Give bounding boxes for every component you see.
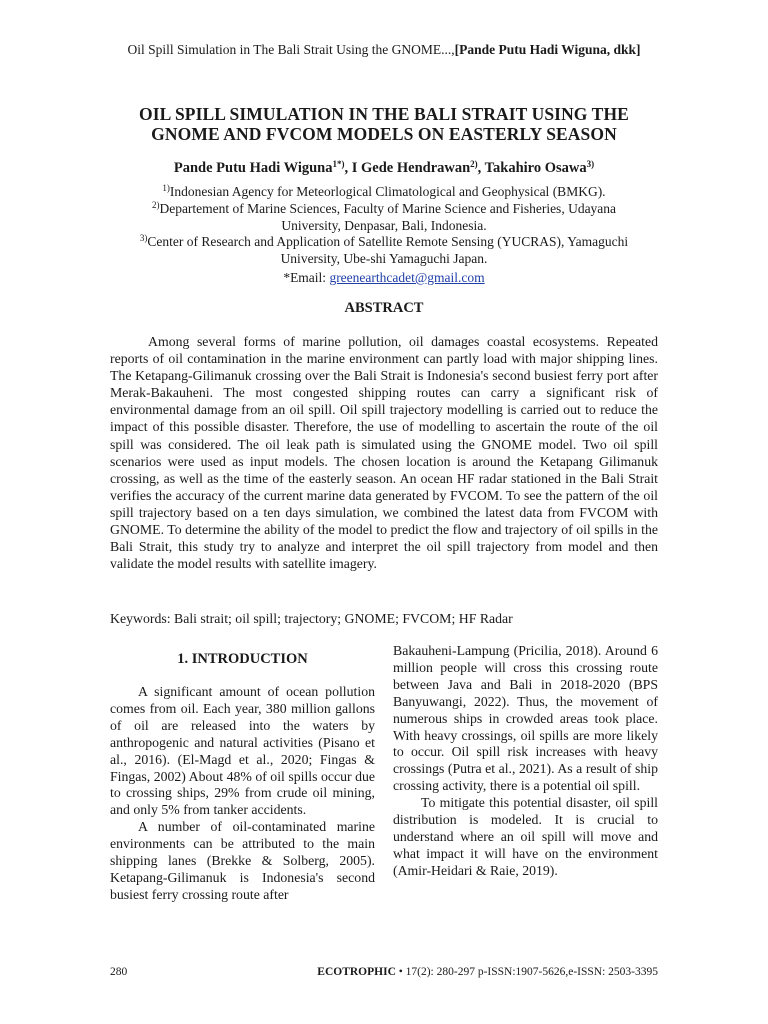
author-3-mark: 3)	[586, 159, 595, 169]
author-list	[0, 160, 768, 177]
affiliation-3-line-1: Center of Research and Application of Satellite Remote Sensing (YUCRAS), Yamaguchi	[147, 234, 629, 249]
running-title: Oil Spill Simulation in The Bali Strait Using the GNOME...,	[127, 42, 455, 57]
affiliation-1-mark: 1)	[162, 183, 170, 193]
left-column	[110, 684, 375, 904]
affiliation-2-line-2: University, Denpasar, Bali, Indonesia.	[281, 217, 487, 233]
contact-email	[0, 270, 768, 286]
author-1: Pande Putu Hadi Wiguna	[173, 160, 333, 176]
paper-title	[60, 104, 708, 144]
journal-citation: • 17(2): 280-297 p-ISSN:1907-5626,e-ISSN: 2503-3395	[395, 966, 658, 978]
running-authors: [Pande Putu Hadi Wiguna, dkk]	[454, 42, 641, 57]
title-line-1: OIL SPILL SIMULATION IN THE BALI STRAIT USING THE	[139, 104, 629, 124]
journal-name: ECOTROPHIC	[317, 966, 396, 978]
intro-paragraph-1: A significant amount of ocean pollution comes from oil. Each year, 380 million gallons of oil are released into the waters by anthropogenic and natural activities (Pisano et al., 2016). (El-Magd et al., 2020; Fingas & Fingas, 2002) About 48% of oil spills occur due to crossing ships, 29% from crude oil mining, and only 5% from tanker accidents.	[110, 684, 375, 818]
abstract-heading: ABSTRACT	[344, 300, 424, 316]
author-2: , I Gede Hendrawan	[344, 160, 471, 176]
author-2-mark: 2)	[470, 159, 478, 169]
intro-paragraph-2-continued: Bakauheni-Lampung (Pricilia, 2018). Around 6 million people will cross this crossing route between Java and Bali in 2018-2020 (BPS Banyuwangi, 2022). Thus, the movement of numerous ships in crowded areas took place. With heavy crossings, oil spills are more likely to occur. Oil spill risk increases with heavy crossings (Putra et al., 2021). As a result of ship crossing activity, there is a potential oil spill.	[393, 643, 658, 794]
affiliation-3	[60, 234, 708, 267]
journal-footer	[317, 966, 658, 978]
right-column	[393, 643, 658, 880]
introduction-heading: 1. INTRODUCTION	[177, 651, 308, 667]
intro-paragraph-3: To mitigate this potential disaster, oil spill distribution is modeled. It is crucial to understand where an oil spill will move and what impact it will have on the environment (Amir-Heidari & Raie, 2019).	[393, 795, 658, 878]
affiliation-3-mark: 3)	[139, 233, 148, 243]
affiliation-3-line-2: University, Ube-shi Yamaguchi Japan.	[280, 250, 488, 266]
page-number: 280	[110, 966, 128, 978]
affiliation-1	[60, 184, 708, 201]
email-link[interactable]: greenearthcadet@gmail.com	[329, 270, 485, 285]
title-line-2: GNOME AND FVCOM MODELS ON EASTERLY SEASON	[151, 124, 617, 144]
affiliation-2	[60, 201, 708, 234]
keywords: Keywords: Bali strait; oil spill; trajectory; GNOME; FVCOM; HF Radar	[110, 611, 513, 626]
email-label: *Email:	[283, 270, 330, 285]
running-header	[0, 42, 768, 58]
intro-paragraph-2: A number of oil-contaminated marine environments can be attributed to the main shipping lanes (Brekke & Solberg, 2005). Ketapang-Gilimanuk is Indonesia's second busiest ferry crossing route after	[110, 819, 375, 902]
affiliation-2-line-1: Departement of Marine Sciences, Faculty of Marine Science and Fisheries, Udayana	[159, 201, 617, 216]
affiliation-2-mark: 2)	[151, 200, 160, 210]
author-1-mark: 1*)	[332, 159, 345, 169]
author-3: , Takahiro Osawa	[477, 160, 587, 176]
abstract-body: Among several forms of marine pollution, oil damages coastal ecosystems. Repeated reports of oil contamination in the marine environment can partly load with major shipping lines. The Ketapang-Gilimanuk crossing over the Bali Strait is Indonesia's second busiest ferry port after Merak-Bakauheni. The most congested shipping routes can carry a significant risk of environmental damage from an oil spill. Oil spill trajectory modelling is carried out to reduce the impact of this possible disaster. Therefore, the use of modelling to ascertain the route of the oil spill was considered. The oil leak path is simulated using the GNOME model. Two oil spill scenarios were used as input models. The chosen location is around the Ketapang Gilimanuk crossing, as well as the time of the easterly season. An ocean HF radar stationed in the Bali Strait verifies the accuracy of the current marine data generated by FVCOM. To see the pattern of the oil spill trajectory based on a ten days simulation, we combined the latest data from FVCOM with GNOME. To determine the ability of the model to predict the flow and trajectory of oil spills in the Bali Strait, this study try to analyze and interpret the oil spill trajectory from model and then validate the model results with satellite imagery.	[110, 334, 658, 572]
affiliation-1-text: Indonesian Agency for Meteorlogical Climatological and Geophysical (BMKG).	[169, 184, 606, 199]
